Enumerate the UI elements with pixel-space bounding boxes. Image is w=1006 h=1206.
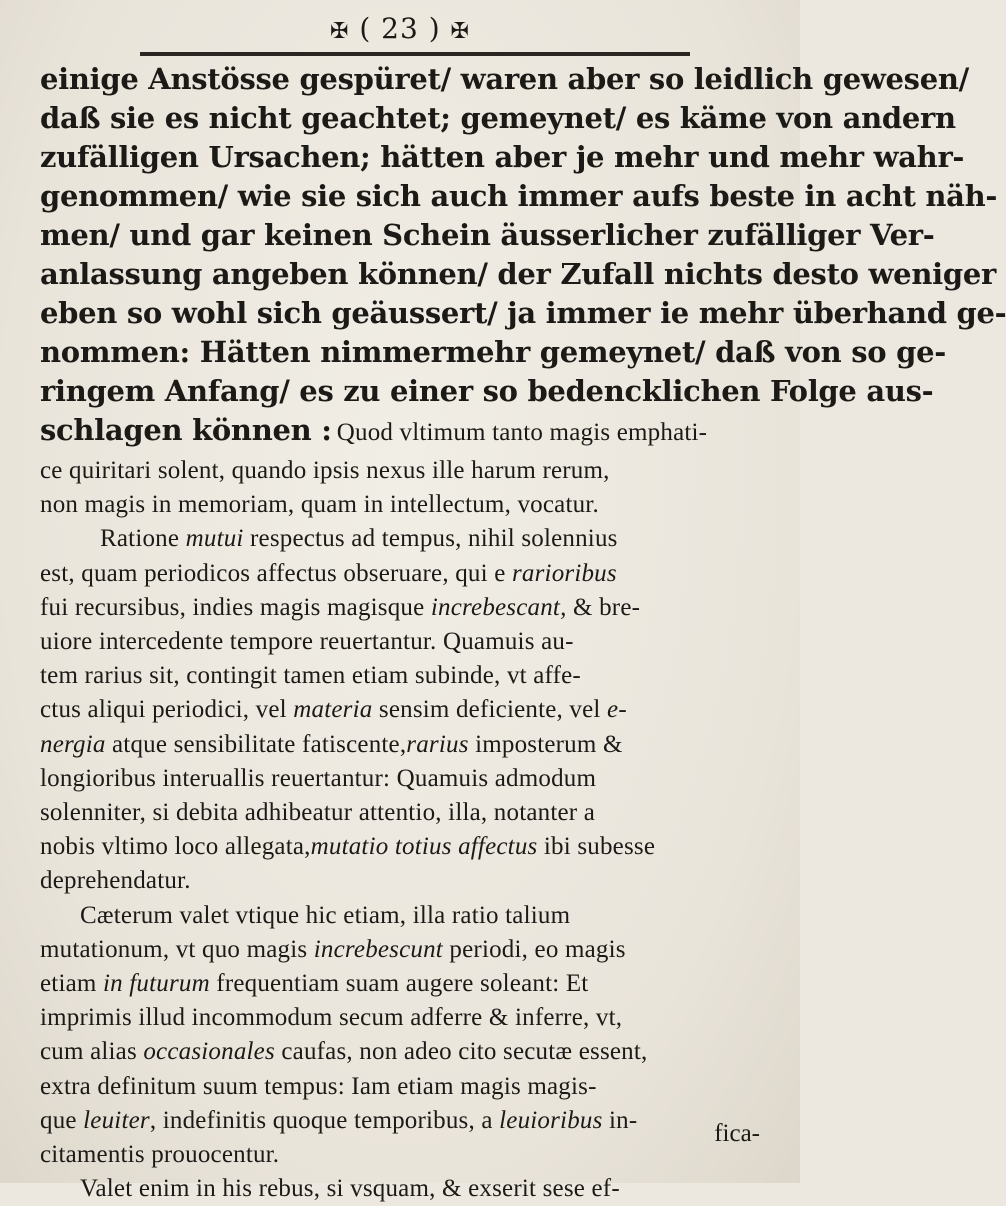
- page-number: ( 23 ): [359, 12, 441, 45]
- german-line: daß sie es nicht geachtet; gemeynet/ es käme von andern: [40, 101, 956, 135]
- german-line: nommen: Hätten nimmermehr gemeynet/ daß von so ge-: [40, 335, 946, 369]
- italic-run: increbescant,: [430, 593, 567, 621]
- italic-run: occasionales: [143, 1038, 275, 1066]
- text-run: est, quam periodicos affectus obseruare, qui e: [40, 559, 512, 587]
- text-run: caufas, non adeo cito secutæ essent,: [274, 1038, 648, 1066]
- text-run: , indefinitis quoque temporibus, a: [149, 1106, 500, 1134]
- left-ornament-icon: ✠: [330, 19, 350, 44]
- right-ornament-icon: ✠: [450, 19, 470, 44]
- text-run: Ratione: [100, 525, 186, 553]
- text-run: nobis vltimo loco allegata,: [40, 833, 311, 861]
- italic-run: leuioribus: [499, 1106, 603, 1134]
- latin-line: [40, 1104, 770, 1138]
- latin-line: [40, 933, 770, 967]
- text-run: cum alias: [40, 1038, 144, 1066]
- italic-run: rarioribus: [511, 559, 617, 587]
- latin-line: tem rarius sit, contingit tamen etiam subinde, vt affe-: [40, 662, 581, 690]
- text-run: etiam: [40, 970, 103, 998]
- german-line: eben so wohl sich geäussert/ ja immer ie mehr überhand ge-: [40, 296, 1006, 330]
- italic-run: rarius: [406, 730, 469, 758]
- text-run: periodi, eo magis: [442, 935, 626, 963]
- text-run: imposterum &: [468, 730, 623, 758]
- text-run: respectus ad tempus, nihil solennius: [243, 525, 618, 553]
- latin-line: citamentis prouocentur.: [40, 1141, 280, 1169]
- text-run: ctus aliqui periodici, vel: [40, 696, 294, 724]
- latin-line: [40, 591, 770, 625]
- paragraph-start: [40, 522, 770, 556]
- latin-line: longioribus interuallis reuertantur: Quamuis admodum: [40, 764, 597, 792]
- german-line: ringem Anfang/ es zu einer so bedencklichen Folge aus-: [40, 374, 934, 408]
- latin-line: extra definitum suum tempus: Iam etiam magis magis-: [40, 1072, 597, 1100]
- text-run: atque sensibilitate fatiscente,: [105, 730, 407, 758]
- italic-run: mutui: [185, 525, 244, 553]
- german-line: anlassung angeben können/ der Zufall nichts desto weniger: [40, 257, 996, 291]
- text-run: ibi subesse: [537, 833, 656, 861]
- latin-line: uiore intercedente tempore reuertantur. Quamuis au-: [40, 628, 574, 656]
- german-line: genommen/ wie sie sich auch immer aufs beste in acht näh-: [40, 179, 998, 213]
- latin-line: [40, 830, 770, 864]
- latin-line: imprimis illud incommodum secum adferre & inferre, vt,: [40, 1004, 623, 1032]
- catchword: fica-: [714, 1120, 760, 1147]
- latin-line: deprehendatur.: [40, 867, 191, 895]
- text-run: & bre-: [566, 593, 641, 621]
- german-line: men/ und gar keinen Schein äusserlicher zufälliger Ver-: [40, 218, 935, 252]
- italic-run: leuiter: [83, 1106, 150, 1134]
- italic-run: materia: [293, 696, 373, 724]
- latin-line: [40, 1035, 770, 1069]
- italic-run: e-: [607, 696, 627, 724]
- text-run: sensim deficiente, vel: [372, 696, 608, 724]
- paragraph-start: Valet enim in his rebus, si vsquam, & exserit sese ef-: [80, 1175, 620, 1203]
- german-fragment: schlagen können :: [40, 413, 332, 447]
- text-run: frequentiam suam augere soleant: Et: [209, 970, 589, 998]
- paragraph-start: Cæterum valet vtique hic etiam, illa ratio talium: [80, 901, 571, 929]
- italic-run: nergia: [40, 730, 106, 758]
- latin-line: [40, 967, 770, 1001]
- text-run: fui recursibus, indies magis magisque: [40, 593, 431, 621]
- italic-run: increbescunt: [313, 935, 443, 963]
- text-run: in-: [602, 1106, 638, 1134]
- text-run: mutationum, vt quo magis: [40, 935, 314, 963]
- latin-line: solenniter, si debita adhibeatur attentio, illa, notanter a: [40, 799, 596, 827]
- text-run: que: [40, 1106, 84, 1134]
- latin-fragment: Quod vltimum tanto magis emphati-: [336, 419, 708, 446]
- latin-line: [40, 693, 770, 727]
- latin-line: [40, 557, 770, 591]
- body-text: [40, 60, 1006, 1206]
- header-rule: [140, 52, 690, 56]
- german-line: einige Anstösse gespüret/ waren aber so leidlich gewesen/: [40, 62, 969, 96]
- page-header: [0, 12, 800, 45]
- german-line: zufälligen Ursachen; hätten aber je mehr und mehr wahr-: [40, 140, 965, 174]
- italic-run: mutatio totius affectus: [310, 833, 538, 861]
- mixed-line: [40, 411, 770, 454]
- latin-line: non magis in memoriam, quam in intellectum, vocatur.: [40, 491, 599, 519]
- latin-line: ce quiritari solent, quando ipsis nexus ille harum rerum,: [40, 457, 610, 484]
- latin-line: [40, 728, 770, 762]
- italic-run: in futurum: [102, 970, 210, 998]
